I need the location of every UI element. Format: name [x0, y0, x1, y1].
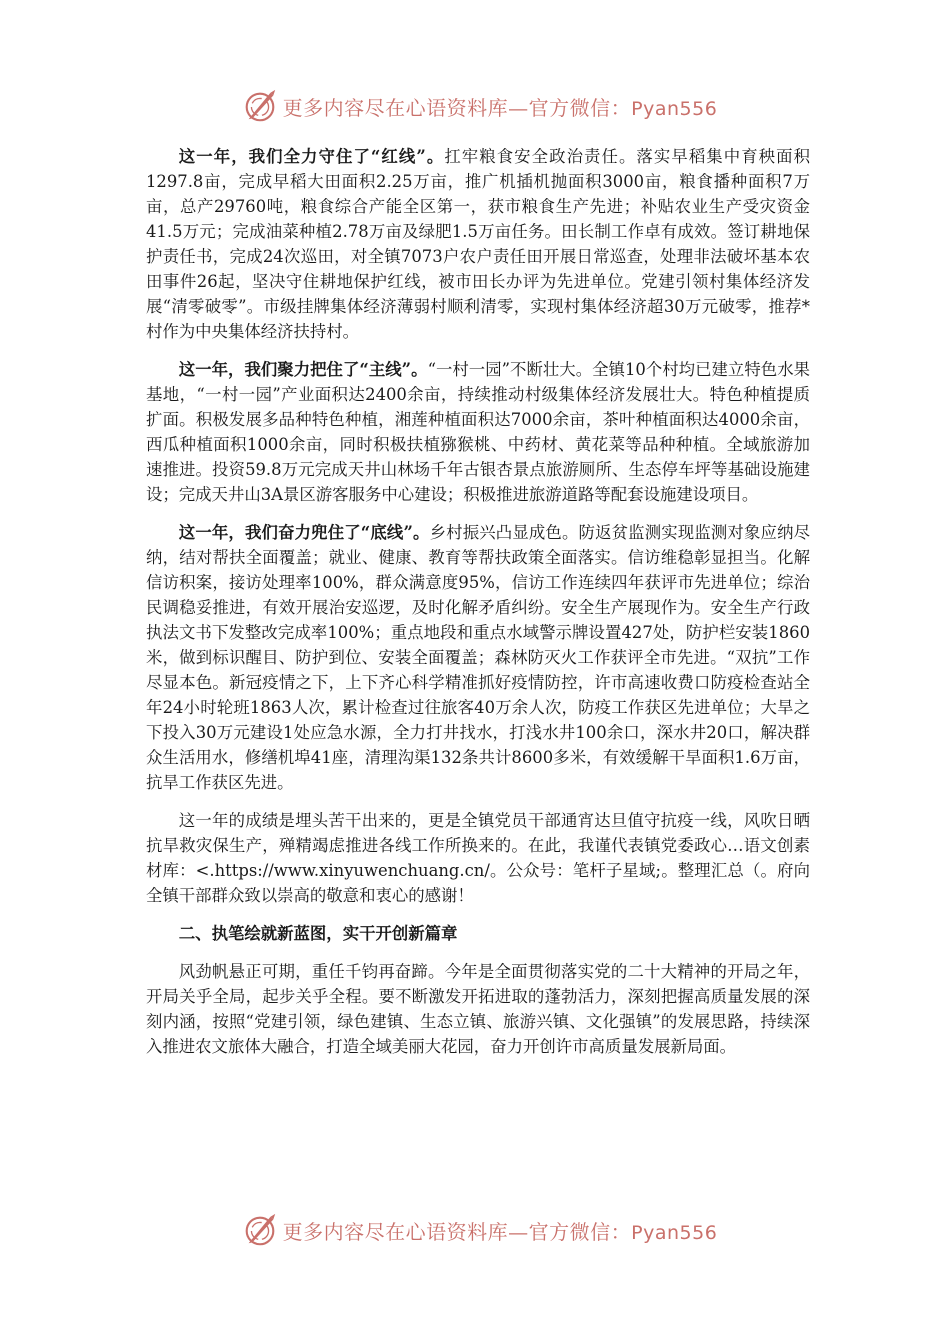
quill-logo-icon — [241, 87, 279, 125]
paragraph-closing: 风劲帆悬正可期，重任千钧再奋蹄。今年是全面贯彻落实党的二十大精神的开局之年，开局关乎全局，起步关乎全程。要不断激发开拓进取的蓬勃活力，深刻把握高质量发展的深刻内涵，按照“党建引领，绿色建镇、生态立镇、旅游兴镇、文化强镇”的发展思路，持续深入推进农文旅体大融合，打造全域美丽大花园，奋力开创许市高质量发展新局面。 — [146, 962, 810, 1056]
header-banner — [0, 86, 950, 126]
paragraph-main-line: 这一年，我们聚力把住了“主线”。“一村一园”不断壮大。全镇10个村均已建立特色水果基地，“一村一园”产业面积达2400余亩，持续推动村级集体经济发展壮大。特色种植提质扩面。积极发展多品种特色种植，湘莲种植面积达7000余亩，茶叶种植面积达4000余亩，西瓜种植面积1000余亩，同时积极扶植猕猴桃、中药材、黄花菜等品种种植。全域旅游加速推进。投资59.8万元完成天井山林场千年古银杏景点旅游厕所、生态停车坪等基础设施建设；完成天井山3A景区游客服务中心建设；积极推进旅游道路等配套设施建设项目。 — [146, 360, 810, 504]
quill-logo-icon — [241, 1211, 279, 1249]
header-banner-text: 更多内容尽在心语资料库—官方微信：Pyan556 — [282, 95, 718, 120]
paragraph-achievements: 这一年的成绩是埋头苦干出来的，更是全镇党员干部通宵达旦值守抗疫一线，风吹日晒抗旱救灾保生产，殚精竭虑推进各线工作所换来的。在此，我谨代表镇党委政心…语文创素材库：<.https://www.xinyuwenchuang.cn/。公众号：笔杆子星域;。整理汇总（。府向全镇干部群众致以崇高的敬意和衷心的感谢！ — [146, 811, 810, 905]
footer-banner — [0, 1210, 950, 1250]
document-body — [146, 144, 810, 1072]
paragraph-bottom-line: 这一年，我们奋力兜住了“底线”。乡村振兴凸显成色。防返贫监测实现监测对象应纳尽纳，结对帮扶全面覆盖；就业、健康、教育等帮扶政策全面落实。信访维稳彰显担当。化解信访积案，接访处理率100%，群众满意度95%，信访工作连续四年获评市先进单位；综治民调稳妥推进，有效开展治安巡逻，及时化解矛盾纠纷。安全生产展现作为。安全生产行政执法文书下发整改完成率100%；重点地段和重点水域警示牌设置427处，防护栏安装1860米，做到标识醒目、防护到位、安装全面覆盖；森林防灭火工作获评全市先进。“双抗”工作尽显本色。新冠疫情之下，上下齐心科学精准抓好疫情防控，许市高速收费口防疫检查站全年24小时轮班1863人次，累计检查过往旅客40万余人次，防疫工作获区先进单位；大旱之下投入30万元建设1处应急水源，全力打井找水，打浅水井100余口，深水井20口，解决群众生活用水，修缮机埠41座，清理沟渠132条共计8600多米，有效缓解干旱面积1.6万亩，抗旱工作获区先进。 — [146, 523, 811, 792]
paragraph-red-line: 这一年，我们全力守住了“红线”。扛牢粮食安全政治责任。落实早稻集中育秧面积1297.8亩，完成早稻大田面积2.25万亩，推广机插机抛面积3000亩，粮食播种面积7万亩，总产29760吨，粮食综合产能全区第一，获市粮食生产先进；补贴农业生产受灾资金41.5万元；完成油菜种植2.78万亩及绿肥1.5万亩任务。田长制工作卓有成效。签订耕地保护责任书，完成24次巡田，对全镇7073户农户责任田开展日常巡查，处理非法破坏基本农田事件26起，坚决守住耕地保护红线，被市田长办评为先进单位。党建引领村集体经济发展“清零破零”。市级挂牌集体经济薄弱村顺利清零，实现村集体经济超30万元破零，推荐*村作为中央集体经济扶持村。 — [146, 147, 810, 341]
footer-banner-text: 更多内容尽在心语资料库—官方微信：Pyan556 — [282, 1219, 718, 1244]
section-heading: 二、执笔绘就新蓝图，实干开创新篇章 — [178, 924, 458, 943]
